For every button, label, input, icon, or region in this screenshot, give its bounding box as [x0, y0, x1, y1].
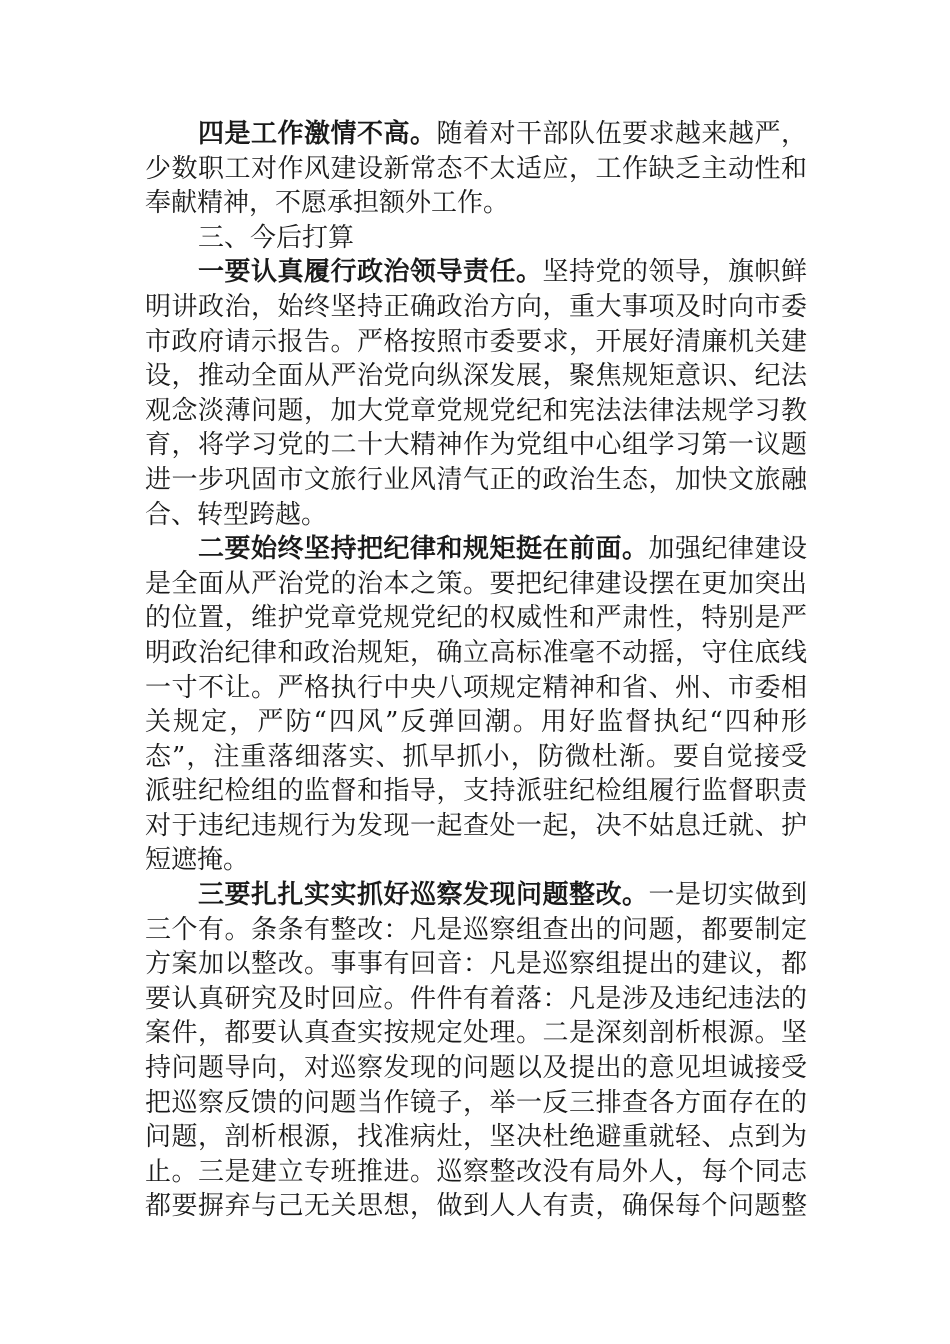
line-text: 要认真研究及时回应。件件有着落：凡是涉及违纪违法的 — [145, 983, 807, 1014]
line-text: 合、转型跨越。 — [145, 499, 328, 530]
line-text: 关规定，严防“四风”反弹回潮。用好监督执纪“四种形 — [145, 707, 807, 738]
paragraph-lead-bold: 二要始终坚持把纪律和规矩挺在前面。 — [198, 534, 649, 565]
line-text: 进一步巩固市文旅行业风清气正的政治生态，加快文旅融 — [145, 464, 807, 495]
text-line — [145, 463, 807, 498]
text-line — [145, 1155, 807, 1190]
text-line — [145, 636, 807, 671]
line-text: 奉献精神，不愿承担额外工作。 — [145, 188, 510, 219]
line-text: 三个有。条条有整改：凡是巡察组查出的问题，都要制定 — [145, 914, 807, 945]
text-line — [145, 567, 807, 602]
line-text: 案件，都要认真查实按规定处理。二是深刻剖析根源。坚 — [145, 1018, 807, 1049]
text-line — [145, 740, 807, 775]
text-line — [145, 359, 807, 394]
text-line — [145, 186, 807, 221]
text-line — [145, 1051, 807, 1086]
line-text: 随着对干部队伍要求越来越严， — [436, 119, 807, 149]
text-line — [145, 117, 807, 152]
line-text: 市政府请示报告。严格按照市委要求，开展好清廉机关建 — [145, 326, 807, 357]
line-text: 短遮掩。 — [145, 845, 250, 876]
paragraph — [145, 878, 807, 1224]
line-text: 态”，注重落细落实、抓早抓小，防微杜渐。要自觉接受 — [145, 741, 807, 772]
paragraph-lead-bold: 四是工作激情不高。 — [198, 119, 437, 149]
text-line — [145, 774, 807, 809]
text-line — [145, 671, 807, 706]
text-line — [145, 705, 807, 740]
paragraph — [145, 117, 807, 221]
line-text: 三、今后打算 — [198, 222, 355, 253]
line-text: 都要摒弃与己无关思想，做到人人有责，确保每个问题整 — [145, 1191, 807, 1222]
text-line — [145, 1016, 807, 1051]
line-text: 明讲政治，始终坚持正确政治方向，重大事项及时向市委 — [145, 291, 807, 322]
line-text: 问题，剖析根源，找准病灶，坚决杜绝避重就轻、点到为 — [145, 1122, 807, 1153]
line-text: 加强纪律建设 — [648, 534, 807, 565]
text-line — [145, 1189, 807, 1224]
line-text: 持问题导向，对巡察发现的问题以及提出的意见坦诚接受 — [145, 1053, 807, 1084]
paragraph-lead-bold: 三要扎扎实实抓好巡察发现问题整改。 — [198, 880, 649, 911]
text-line — [145, 255, 807, 290]
line-text: 把巡察反馈的问题当作镜子，举一反三排查各方面存在的 — [145, 1087, 807, 1118]
text-line — [145, 947, 807, 982]
text-line — [145, 532, 807, 567]
text-line — [145, 982, 807, 1017]
text-line — [145, 913, 807, 948]
text-line — [145, 428, 807, 463]
text-line — [145, 809, 807, 844]
text-line — [145, 290, 807, 325]
line-text: 明政治纪律和政治规矩，确立高标准毫不动摇，守住底线 — [145, 637, 807, 668]
section-heading — [145, 221, 807, 256]
line-text: 设，推动全面从严治党向纵深发展，聚焦规矩意识、纪法 — [145, 361, 807, 392]
line-text: 观念淡薄问题，加大党章党规党纪和宪法法律法规学习教 — [145, 395, 807, 426]
text-line — [145, 601, 807, 636]
line-text: 一是切实做到 — [648, 880, 807, 911]
text-line — [145, 394, 807, 429]
text-line — [145, 1120, 807, 1155]
text-line — [145, 152, 807, 187]
line-text: 方案加以整改。事事有回音：凡是巡察组提出的建议，都 — [145, 949, 807, 980]
line-text: 是全面从严治党的治本之策。要把纪律建设摆在更加突出 — [145, 568, 807, 599]
line-text: 少数职工对作风建设新常态不太适应，工作缺乏主动性和 — [145, 153, 807, 184]
line-text: 对于违纪违规行为发现一起查处一起，决不姑息迁就、护 — [145, 810, 807, 841]
line-text: 的位置，维护党章党规党纪的权威性和严肃性，特别是严 — [145, 603, 807, 634]
paragraph — [145, 532, 807, 878]
paragraph — [145, 255, 807, 532]
text-line — [145, 498, 807, 533]
paragraph-lead-bold: 一要认真履行政治领导责任。 — [198, 257, 543, 288]
line-text: 一寸不让。严格执行中央八项规定精神和省、州、市委相 — [145, 672, 807, 703]
text-line — [145, 843, 807, 878]
document-page — [145, 117, 807, 1224]
text-line — [145, 325, 807, 360]
text-line — [145, 221, 807, 256]
text-line — [145, 1086, 807, 1121]
line-text: 育，将学习党的二十大精神作为党组中心组学习第一议题 — [145, 430, 807, 461]
line-text: 止。三是建立专班推进。巡察整改没有局外人，每个同志 — [145, 1156, 807, 1187]
line-text: 坚持党的领导，旗帜鲜 — [542, 257, 807, 288]
line-text: 派驻纪检组的监督和指导，支持派驻纪检组履行监督职责 — [145, 776, 807, 807]
text-line — [145, 878, 807, 913]
